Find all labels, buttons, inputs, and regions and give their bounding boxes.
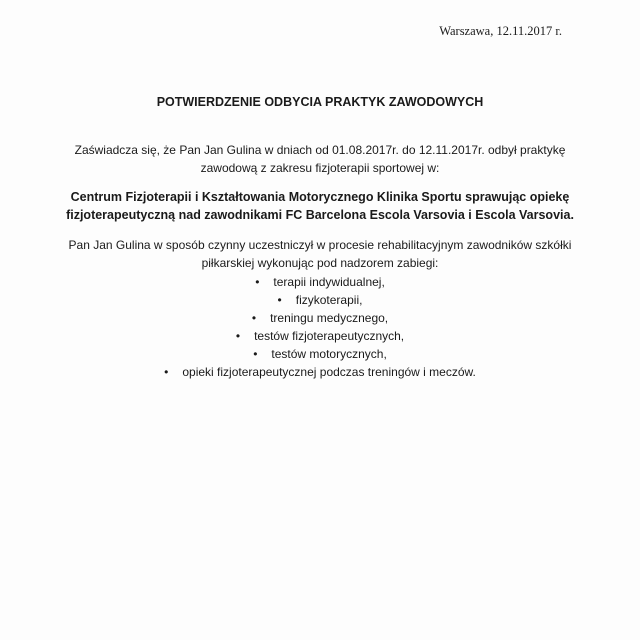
- list-item-text: opieki fizjoterapeutycznej podczas treningów i meczów.: [182, 365, 476, 379]
- document-title: POTWIERDZENIE ODBYCIA PRAKTYK ZAWODOWYCH: [156, 95, 484, 109]
- list-item: [0, 273, 640, 291]
- list-item: [0, 327, 640, 345]
- text-line: piłkarskiej wykonując pod nadzorem zabiegi:: [201, 255, 439, 270]
- text-line: Centrum Fizjoterapii i Kształtowania Motorycznego Klinika Sportu sprawując opiekę: [70, 190, 570, 204]
- text-line: zawodową z zakresu fizjoterapii sportowej w:: [200, 160, 440, 175]
- text-line: Pan Jan Gulina w sposób czynny uczestniczył w procesie rehabilitacyjnym zawodników szkółki: [68, 238, 572, 252]
- bullet-icon: •: [251, 311, 257, 325]
- list-item: [0, 291, 640, 309]
- list-item: [0, 345, 640, 363]
- list-item: [0, 309, 640, 327]
- text-line: Zaświadcza się, że Pan Jan Gulina w dniach od 01.08.2017r. do 12.11.2017r. odbył praktykę: [74, 143, 566, 157]
- document-date: Warszawa, 12.11.2017 r.: [439, 24, 562, 38]
- list-item-text: treningu medycznego,: [270, 311, 389, 325]
- list-item-text: testów fizjoterapeutycznych,: [254, 329, 405, 343]
- bullet-icon: •: [253, 347, 258, 361]
- bullet-icon: •: [255, 275, 260, 289]
- procedures-list: [0, 273, 640, 381]
- bullet-icon: •: [235, 329, 241, 343]
- intro-paragraph: [0, 142, 640, 177]
- bullet-icon: •: [277, 293, 282, 307]
- text-line: fizjoterapeutyczną nad zawodnikami FC Barcelona Escola Varsovia i Escola Varsovia.: [66, 208, 574, 222]
- list-item-text: testów motorycznych,: [271, 347, 387, 361]
- list-item: [0, 363, 640, 381]
- list-item-text: fizykoterapii,: [295, 293, 363, 307]
- list-item-text: terapii indywidualnej,: [273, 275, 385, 289]
- institution-paragraph: [0, 188, 640, 224]
- bullet-icon: •: [164, 365, 169, 379]
- activities-paragraph: [0, 237, 640, 272]
